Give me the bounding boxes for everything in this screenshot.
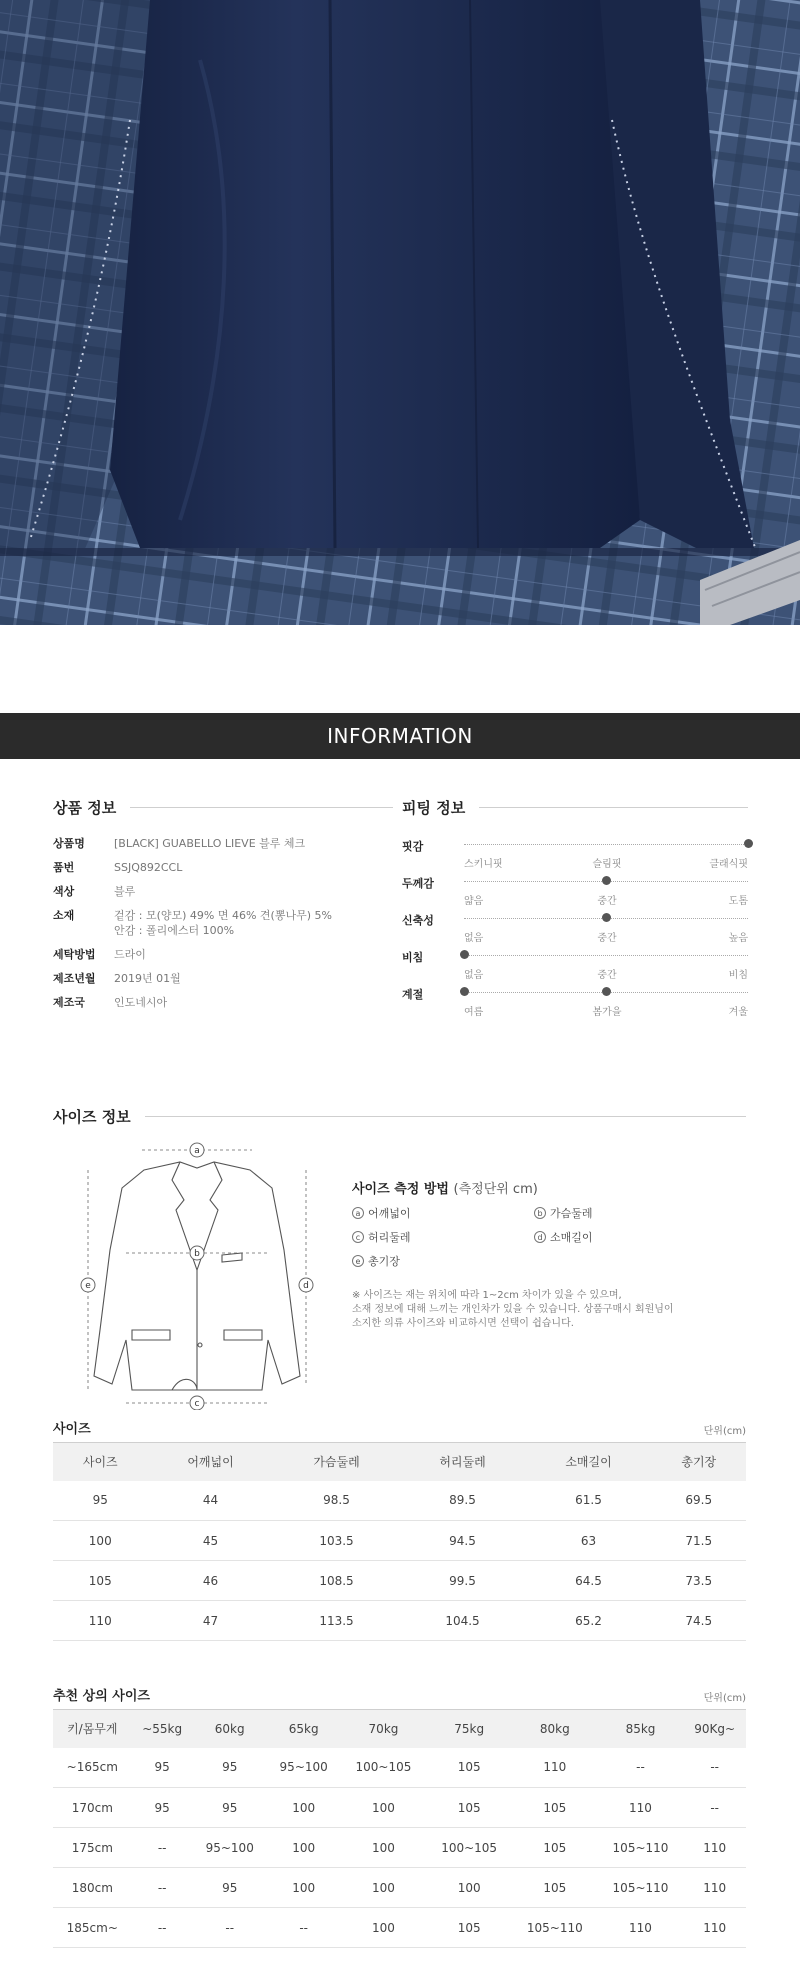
table-cell: 110: [598, 1908, 684, 1948]
table-cell: 100: [341, 1788, 427, 1828]
table-cell: 110: [53, 1601, 148, 1641]
size-table-heading: [53, 1418, 746, 1437]
product-info-row: [53, 836, 343, 851]
table-cell: 64.5: [526, 1561, 652, 1601]
fitting-track: [464, 955, 748, 956]
table-cell: 105~110: [598, 1868, 684, 1908]
jacket-photo-graphic: [0, 0, 800, 625]
table-header-cell: 65kg: [267, 1710, 341, 1748]
fitting-level-dot: [460, 950, 469, 959]
table-cell: 46: [148, 1561, 274, 1601]
table-cell: 103.5: [274, 1521, 400, 1561]
measure-mark: e: [352, 1255, 364, 1267]
fitting-track: [464, 844, 748, 845]
table-header-cell: 60kg: [193, 1710, 267, 1748]
table-cell: 99.5: [400, 1561, 526, 1601]
table-cell: 113.5: [274, 1601, 400, 1641]
product-info-label: 상품명: [53, 837, 85, 850]
table-cell: --: [683, 1748, 746, 1788]
fitting-option: 비침: [728, 970, 748, 981]
product-info-value: [114, 908, 332, 938]
table-cell: 95~100: [267, 1748, 341, 1788]
product-info-row: [53, 908, 343, 938]
table-cell: 180cm: [53, 1868, 132, 1908]
product-info-label: 제조국: [53, 996, 85, 1009]
table-cell: --: [132, 1908, 193, 1948]
size-table-title: 사이즈: [53, 1422, 91, 1437]
fitting-label: 계절: [402, 988, 424, 1001]
table-row: [53, 1481, 746, 1521]
table-header-cell: 어깨넓이: [148, 1443, 274, 1481]
table-cell: 73.5: [652, 1561, 747, 1601]
size-table: [53, 1442, 746, 1641]
product-info-value-line: 블루: [114, 885, 136, 898]
fitting-option: 도톰: [728, 896, 748, 907]
table-cell: 105: [53, 1561, 148, 1601]
recommend-size-table: [53, 1709, 746, 1948]
product-info-value-line: [BLACK] GUABELLO LIEVE 블루 체크: [114, 837, 306, 850]
table-cell: 71.5: [652, 1521, 747, 1561]
table-cell: 95: [132, 1748, 193, 1788]
diagram-mark-d: d: [303, 1281, 309, 1291]
product-info-value: [114, 836, 305, 851]
table-cell: 175cm: [53, 1828, 132, 1868]
product-info-list: [53, 836, 343, 1019]
table-cell: 95: [193, 1788, 267, 1828]
diagram-mark-b: b: [194, 1249, 200, 1259]
table-header-cell: 80kg: [512, 1710, 598, 1748]
product-info-row: [53, 971, 343, 986]
table-cell: 104.5: [400, 1601, 526, 1641]
size-info-heading: [53, 1106, 746, 1127]
fitting-label: 두께감: [402, 877, 434, 890]
table-row: [53, 1748, 746, 1788]
table-header-cell: 75kg: [426, 1710, 512, 1748]
measure-list: [352, 1205, 722, 1269]
table-header-cell: 70kg: [341, 1710, 427, 1748]
product-info-row: [53, 860, 343, 875]
recommend-table-unit: 단위(cm): [703, 1693, 746, 1704]
fitting-label: 비침: [402, 951, 424, 964]
fitting-option: 중간: [597, 970, 617, 981]
table-cell: --: [132, 1828, 193, 1868]
table-cell: 110: [598, 1788, 684, 1828]
table-header-cell: 사이즈: [53, 1443, 148, 1481]
table-cell: 100~105: [341, 1748, 427, 1788]
table-cell: 185cm~: [53, 1908, 132, 1948]
product-info-value-line: 겉감 : 모(양모) 49% 면 46% 견(뽕나무) 5%: [114, 909, 332, 922]
table-cell: 100: [341, 1828, 427, 1868]
measure-item: [352, 1253, 534, 1269]
table-cell: 45: [148, 1521, 274, 1561]
fitting-label: 핏감: [402, 840, 424, 853]
table-cell: 110: [683, 1908, 746, 1948]
table-cell: 69.5: [652, 1481, 747, 1521]
product-info-label: 품번: [53, 861, 75, 874]
table-cell: 100: [53, 1521, 148, 1561]
size-note-line: ※ 사이즈는 재는 위치에 따라 1~2cm 차이가 있을 수 있으며,: [352, 1290, 622, 1301]
size-info-title: 사이즈 정보: [53, 1108, 131, 1126]
measure-item: [534, 1205, 716, 1221]
information-title: INFORMATION: [327, 724, 473, 748]
table-cell: 95: [193, 1868, 267, 1908]
product-info-label: 제조년월: [53, 972, 96, 985]
product-info-label: 세탁방법: [53, 948, 96, 961]
table-cell: 105: [426, 1908, 512, 1948]
fitting-option: 높음: [728, 933, 748, 944]
fitting-option: 슬림핏: [592, 859, 622, 870]
fitting-option: 없음: [464, 933, 484, 944]
table-cell: 170cm: [53, 1788, 132, 1828]
measure-item: [534, 1229, 716, 1245]
table-header-cell: 85kg: [598, 1710, 684, 1748]
fitting-option: 클래식핏: [709, 859, 748, 870]
table-cell: 110: [683, 1868, 746, 1908]
measure-mark: a: [352, 1207, 364, 1219]
table-header-cell: 90Kg~: [683, 1710, 746, 1748]
product-info-row: [53, 884, 343, 899]
table-cell: 105: [512, 1828, 598, 1868]
table-cell: 95~100: [193, 1828, 267, 1868]
table-header-cell: 총기장: [652, 1443, 747, 1481]
fitting-level-dot: [602, 987, 611, 996]
size-table-unit: 단위(cm): [703, 1426, 746, 1437]
measure-label: 총기장: [368, 1255, 400, 1268]
product-info-label: 소재: [53, 909, 75, 922]
fitting-info-title: 피팅 정보: [402, 799, 466, 817]
fitting-option: 스키니핏: [464, 859, 503, 870]
table-cell: 105: [426, 1748, 512, 1788]
size-note-line: 소지한 의류 사이즈와 비교하시면 선택이 쉽습니다.: [352, 1318, 574, 1329]
table-cell: 95: [193, 1748, 267, 1788]
fitting-row: [402, 838, 748, 875]
product-info-row: [53, 947, 343, 962]
product-info-row: [53, 995, 343, 1010]
table-cell: 89.5: [400, 1481, 526, 1521]
measure-mark: b: [534, 1207, 546, 1219]
size-note: [352, 1289, 722, 1331]
table-cell: 100: [267, 1868, 341, 1908]
measure-label: 가슴둘레: [550, 1207, 593, 1220]
measure-label: 허리둘레: [368, 1231, 411, 1244]
table-row: [53, 1908, 746, 1948]
product-info-value: [114, 971, 181, 986]
table-header-cell: 가슴둘레: [274, 1443, 400, 1481]
measure-mark: d: [534, 1231, 546, 1243]
fitting-level-dot: [744, 839, 753, 848]
product-info-label: 색상: [53, 885, 75, 898]
table-cell: 61.5: [526, 1481, 652, 1521]
fitting-option: 없음: [464, 970, 484, 981]
fitting-label: 신축성: [402, 914, 434, 927]
product-info-value-line: 2019년 01월: [114, 972, 181, 985]
table-cell: 94.5: [400, 1521, 526, 1561]
table-cell: ~165cm: [53, 1748, 132, 1788]
heading-divider: [145, 1116, 746, 1117]
measure-label: 어깨넓이: [368, 1207, 411, 1220]
table-row: [53, 1561, 746, 1601]
fitting-level-dot: [460, 987, 469, 996]
heading-divider: [130, 807, 393, 808]
fitting-option: 중간: [597, 896, 617, 907]
information-bar: [0, 713, 800, 759]
diagram-mark-c: c: [194, 1399, 200, 1409]
product-info-value: [114, 860, 182, 875]
measure-label: 소매길이: [550, 1231, 593, 1244]
table-cell: 105~110: [512, 1908, 598, 1948]
measure-mark: c: [352, 1231, 364, 1243]
fitting-row: [402, 949, 748, 986]
table-cell: 105~110: [598, 1828, 684, 1868]
table-cell: 100: [426, 1868, 512, 1908]
heading-divider: [479, 807, 748, 808]
table-cell: 100: [341, 1908, 427, 1948]
fitting-option: 겨울: [728, 1007, 748, 1018]
table-cell: 105: [512, 1788, 598, 1828]
fitting-info-heading: [402, 797, 748, 818]
table-cell: 100~105: [426, 1828, 512, 1868]
fitting-row: [402, 912, 748, 949]
table-cell: 108.5: [274, 1561, 400, 1601]
measure-title-text: 사이즈 측정 방법: [352, 1182, 449, 1197]
product-info-value-line: 안감 : 폴리에스터 100%: [114, 924, 235, 937]
product-info-value-line: SSJQ892CCL: [114, 861, 183, 874]
fitting-option: 중간: [597, 933, 617, 944]
product-info-value: [114, 947, 146, 962]
product-info-heading: [53, 797, 393, 818]
jacket-lining-photo: [0, 0, 800, 625]
fitting-option: 여름: [464, 1007, 484, 1018]
product-info-title: 상품 정보: [53, 799, 117, 817]
product-info-value-line: 인도네시아: [114, 996, 168, 1009]
table-cell: --: [598, 1748, 684, 1788]
fitting-level-dot: [602, 876, 611, 885]
table-cell: --: [267, 1908, 341, 1948]
table-cell: 74.5: [652, 1601, 747, 1641]
table-cell: 65.2: [526, 1601, 652, 1641]
product-info-value: [114, 995, 167, 1010]
size-measure-guide: [352, 1178, 722, 1331]
table-cell: 110: [683, 1828, 746, 1868]
table-row: [53, 1788, 746, 1828]
diagram-mark-e: e: [85, 1281, 91, 1291]
table-row: [53, 1521, 746, 1561]
table-row: [53, 1601, 746, 1641]
table-header-cell: ~55kg: [132, 1710, 193, 1748]
recommend-table-title: 추천 상의 사이즈: [53, 1689, 150, 1704]
fitting-row: [402, 875, 748, 912]
table-cell: 47: [148, 1601, 274, 1641]
table-cell: 105: [512, 1868, 598, 1908]
measure-title: [352, 1178, 722, 1197]
measure-item: [352, 1205, 534, 1221]
table-cell: 100: [267, 1788, 341, 1828]
table-row: [53, 1868, 746, 1908]
table-cell: 63: [526, 1521, 652, 1561]
fitting-option: 봄가을: [592, 1007, 622, 1018]
table-row: [53, 1828, 746, 1868]
fitting-option: 얇음: [464, 896, 484, 907]
table-cell: 95: [132, 1788, 193, 1828]
table-cell: 110: [512, 1748, 598, 1788]
diagram-mark-a: a: [194, 1146, 200, 1156]
table-header-cell: 소매길이: [526, 1443, 652, 1481]
recommend-table-heading: [53, 1685, 746, 1704]
fitting-level-dot: [602, 913, 611, 922]
table-cell: 100: [341, 1868, 427, 1908]
table-cell: 95: [53, 1481, 148, 1521]
table-header-cell: 허리둘레: [400, 1443, 526, 1481]
product-info-value-line: 드라이: [114, 948, 146, 961]
table-cell: 100: [267, 1828, 341, 1868]
product-info-value: [114, 884, 135, 899]
table-header-cell: 키/몸무게: [53, 1710, 132, 1748]
measure-item: [352, 1229, 534, 1245]
table-cell: 44: [148, 1481, 274, 1521]
jacket-size-diagram: [72, 1140, 322, 1410]
table-cell: --: [683, 1788, 746, 1828]
size-note-line: 소재 정보에 대해 느끼는 개인차가 있을 수 있습니다. 상품구매시 회원님이: [352, 1304, 674, 1315]
table-cell: 105: [426, 1788, 512, 1828]
fitting-info-list: [402, 838, 748, 1023]
fitting-row: [402, 986, 748, 1023]
measure-unit: (측정단위 cm): [453, 1182, 538, 1197]
table-cell: --: [132, 1868, 193, 1908]
table-cell: --: [193, 1908, 267, 1948]
table-cell: 98.5: [274, 1481, 400, 1521]
